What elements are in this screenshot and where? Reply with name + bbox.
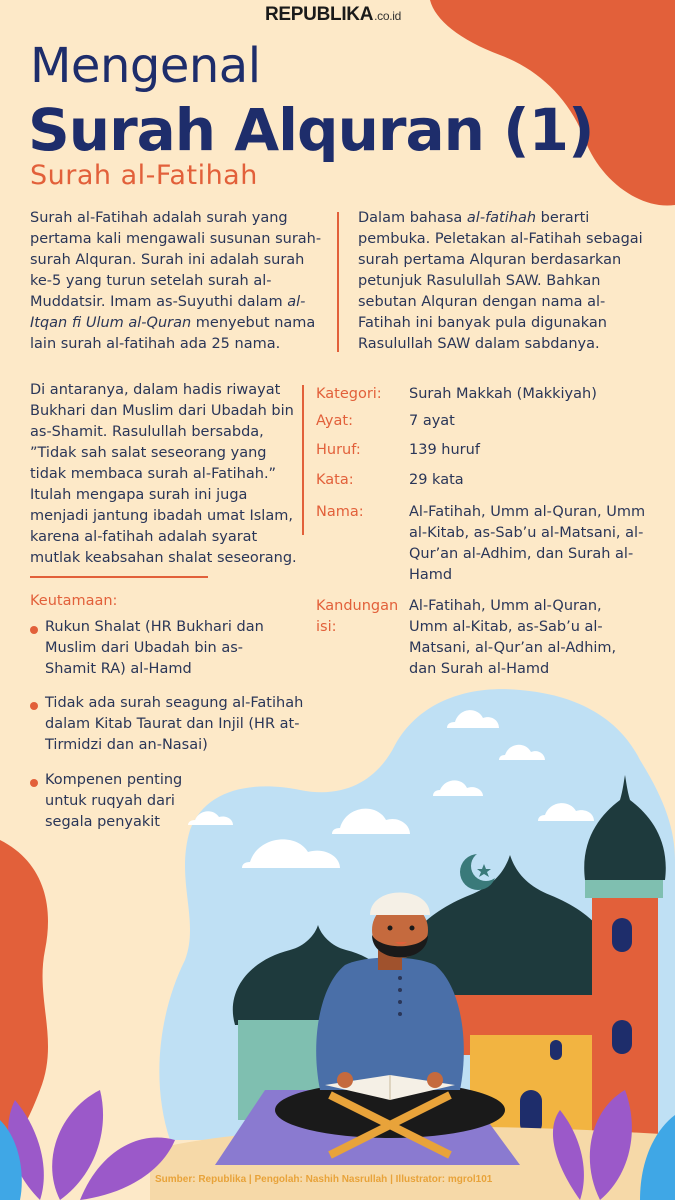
republika-logo — [265, 4, 401, 26]
keutamaan-item-1: Rukun Shalat (HR Bukhari dan Muslim dari Ubadah bin as-Shamit RA) al-Hamd — [45, 619, 264, 677]
bullet-icon — [30, 702, 38, 710]
keutamaan-item-2: Tidak ada surah seagung al-Fatihah dalam Kitab Taurat dan Injil (HR at-Tirmidzi dan an-Nasai) — [45, 695, 304, 753]
fact-label-nama: Nama: — [316, 504, 364, 520]
keutamaan-item-3: Kompenen penting untuk ruqyah dari segala penyakit — [45, 772, 183, 830]
fact-label-ayat: Ayat: — [316, 413, 353, 429]
fact-label-kategori: Kategori: — [316, 386, 382, 402]
fact-value-kandungan: Al-Fatihah, Umm al-Quran, Umm al-Kitab, as-Sab’u al-Matsani, al-Qur’an al-Adhim, dan Surah al-Hamd — [409, 598, 617, 677]
fact-label-kandungan: Kandungan isi: — [316, 598, 399, 635]
intro-paragraph-1 — [30, 208, 330, 355]
divider-horizontal — [30, 576, 208, 578]
p2-text-b: berarti pembuka. Peletakan al-Fatihah sebagai surah pertama Alquran berdasarkan petunjuk Rasulullah SAW. Bahkan sebutan Alquran dengan nama al-Fatihah ini banyak pula digunakan Rasulullah SAW dalam sabdanya. — [358, 210, 643, 352]
divider-vertical-2 — [302, 385, 304, 535]
p1-italic: al-Itqan fi Ulum al-Quran — [30, 294, 306, 331]
p2-text-a: Dalam bahasa — [358, 210, 467, 226]
p1-text-b: menyebut nama lain surah al-fatihah ada 25 nama. — [30, 315, 316, 352]
intro-paragraph-2 — [358, 208, 650, 355]
p2-italic: al-fatihah — [466, 210, 537, 226]
logo-name: REPUBLIKA — [265, 4, 374, 25]
fact-label-kata: Kata: — [316, 472, 354, 488]
credits-footer: Sumber: Republika | Pengolah: Nashih Nasrullah | Illustrator: mgrol101 — [155, 1174, 493, 1185]
p1-text-a: Surah al-Fatihah adalah surah yang pertama kali mengawali susunan surah-surah Alquran. Surah ini adalah surah ke-5 yang turun setelah surah al-Muddatsir. Imam as-Suyuthi dalam — [30, 210, 322, 310]
bullet-icon — [30, 626, 38, 634]
title-line2: Surah Alquran (1) — [28, 96, 594, 164]
fact-value-nama: Al-Fatihah, Umm al-Quran, Umm al-Kitab, as-Sab’u al-Matsani, al-Qur’an al-Adhim, dan Surah al-Hamd — [409, 504, 646, 583]
fact-value-kategori: Surah Makkah (Makkiyah) — [409, 386, 597, 402]
title-line1: Mengenal — [30, 38, 261, 94]
divider-vertical-1 — [337, 212, 339, 352]
intro-paragraph-3: Di antaranya, dalam hadis riwayat Bukhari dan Muslim dari Ubadah bin as-Shamit. Rasulullah bersabda, ”Tidak sah salat seseorang yang tidak membaca surah al-Fatihah.” Itulah mengapa surah ini juga menjadi jantung ibadah umat Islam, karena al-fatihah adalah syarat mutlak keabsahan shalat seseorang. — [30, 382, 297, 566]
logo-domain: .co.id — [374, 9, 402, 23]
subtitle: Surah al-Fatihah — [30, 160, 258, 191]
keutamaan-heading: Keutamaan: — [30, 593, 118, 609]
fact-value-kata: 29 kata — [409, 472, 464, 488]
bullet-icon — [30, 779, 38, 787]
fact-label-huruf: Huruf: — [316, 442, 361, 458]
fact-value-ayat: 7 ayat — [409, 413, 455, 429]
fact-value-huruf: 139 huruf — [409, 442, 480, 458]
orange-blob-left — [0, 840, 48, 1160]
